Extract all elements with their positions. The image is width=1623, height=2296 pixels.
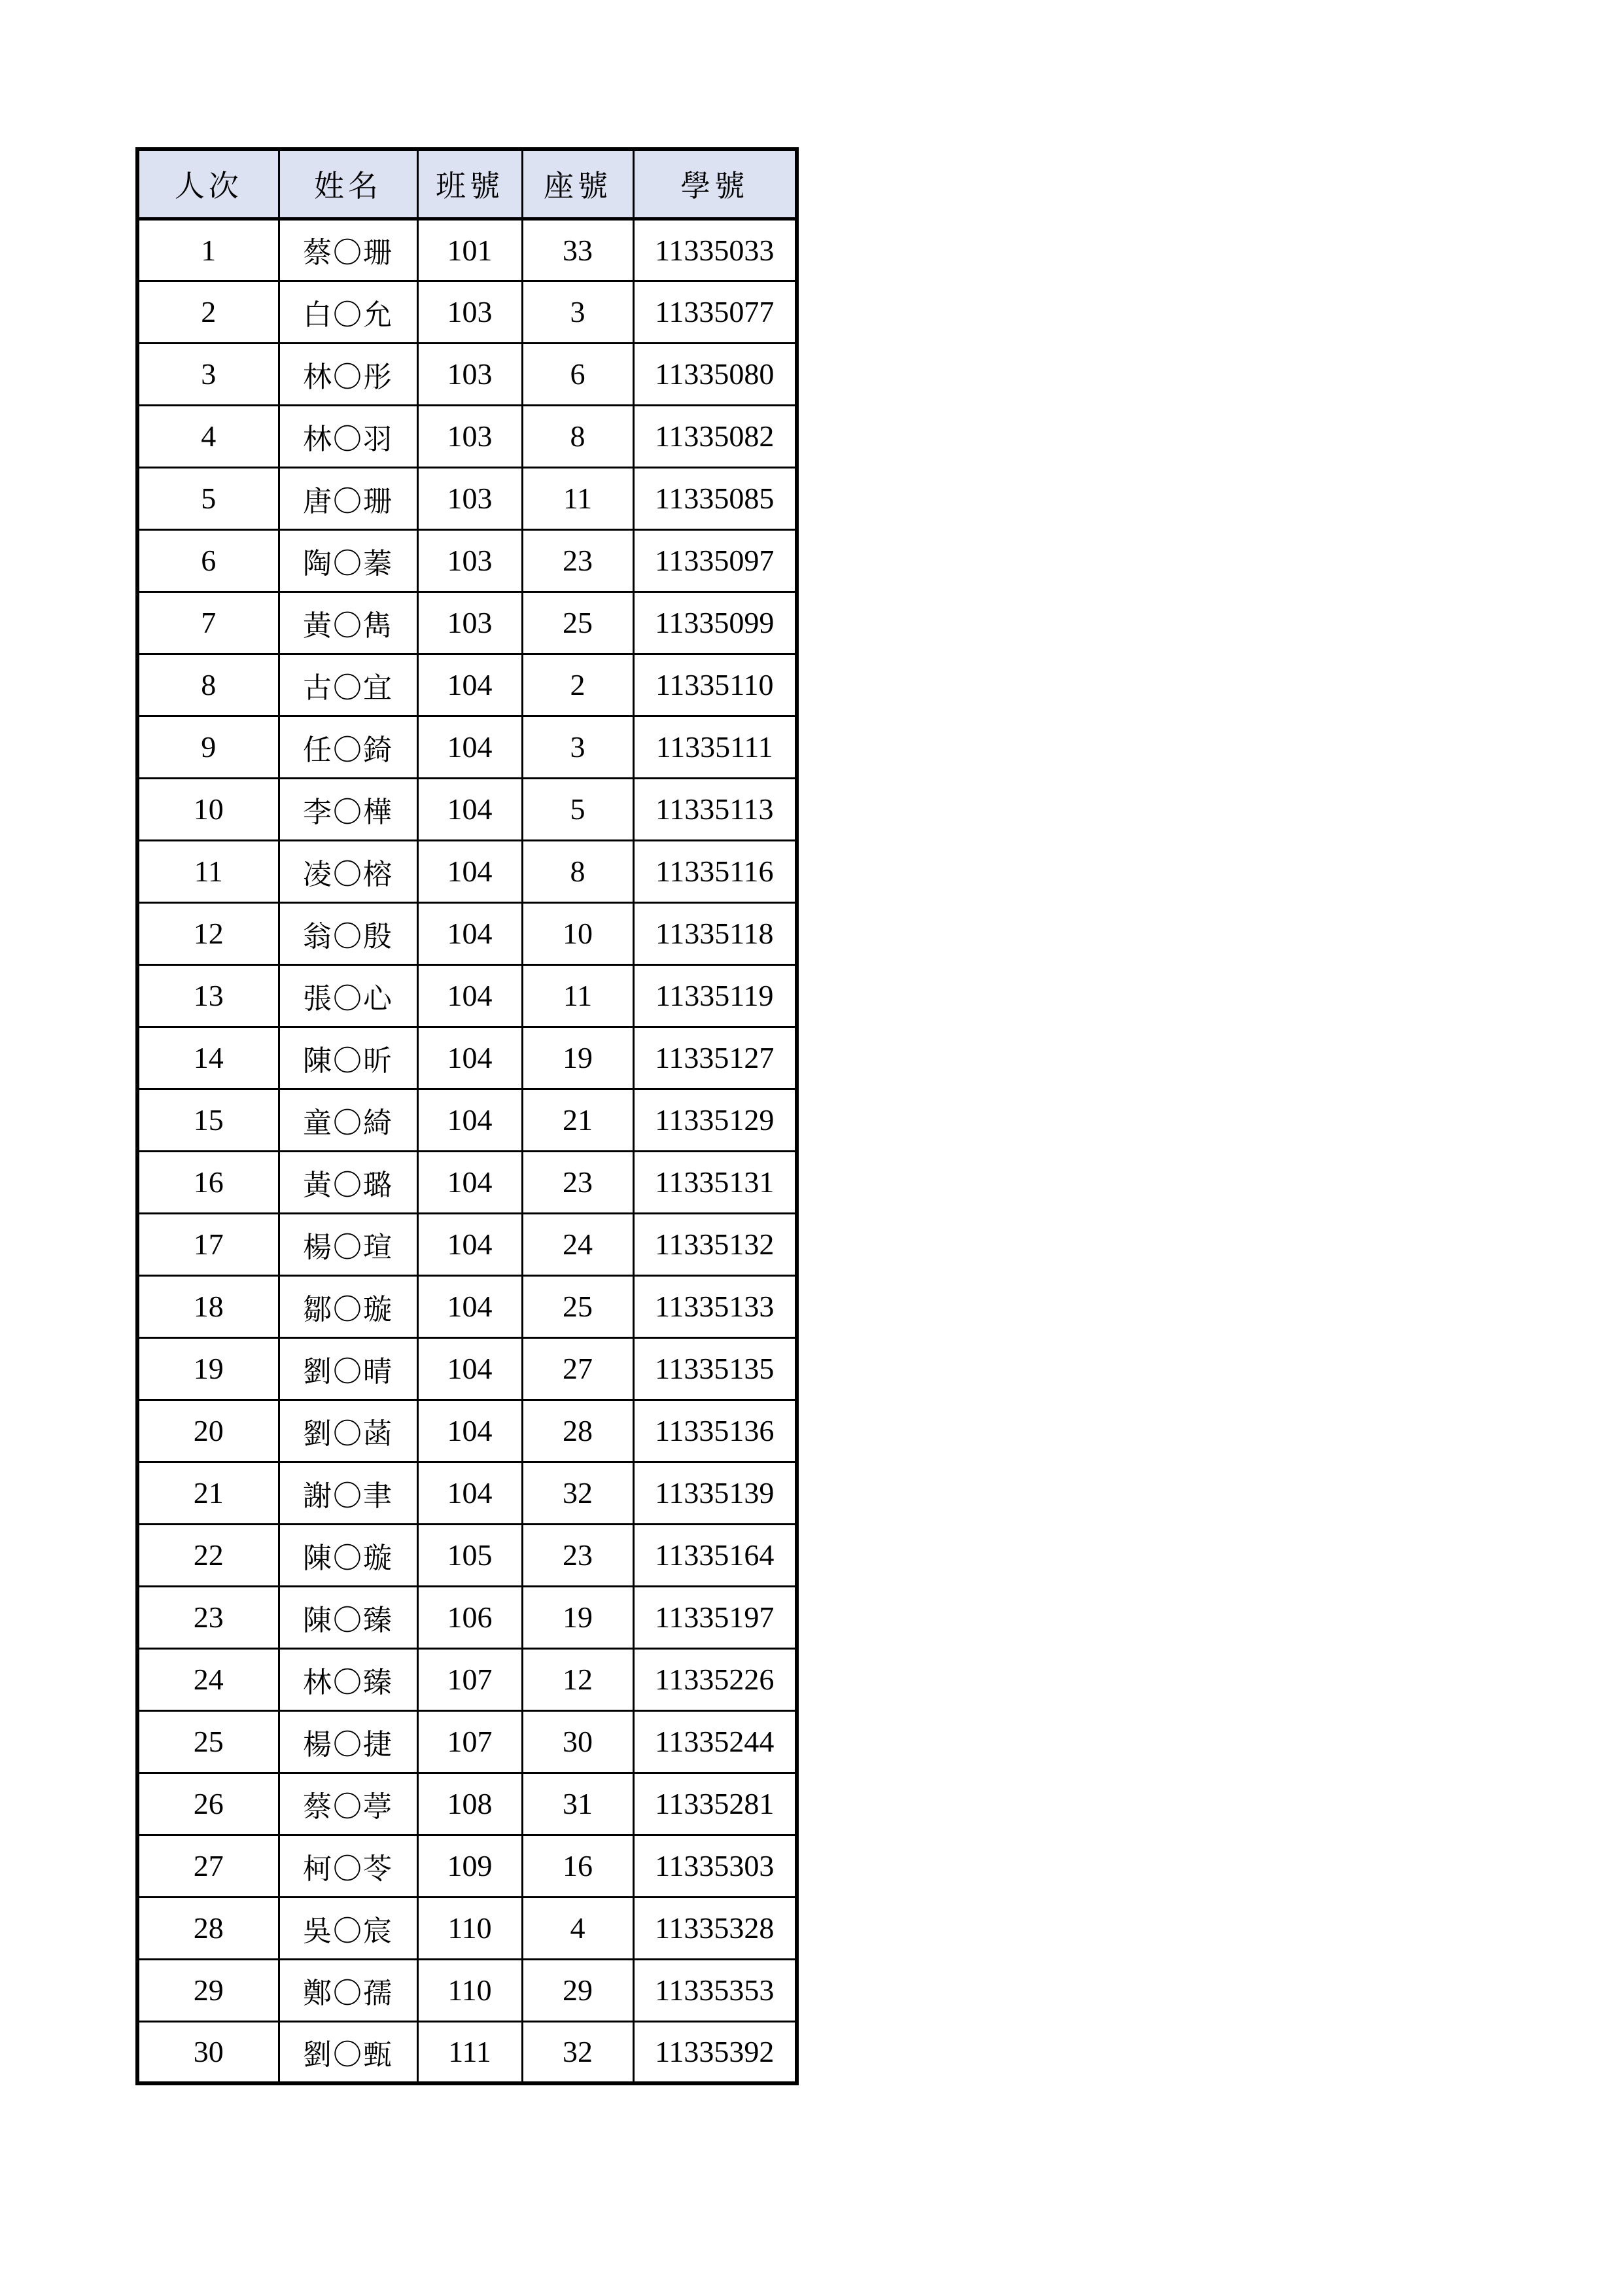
cell-rank: 7 — [137, 592, 279, 654]
cell-class: 109 — [417, 1835, 522, 1897]
cell-class: 104 — [417, 654, 522, 716]
cell-student-id: 11335328 — [633, 1897, 797, 1959]
roster-sheet — [135, 147, 799, 2085]
cell-name: 陳〇臻 — [279, 1586, 417, 1648]
cell-class: 108 — [417, 1773, 522, 1835]
cell-class: 110 — [417, 1897, 522, 1959]
cell-class: 104 — [417, 1337, 522, 1400]
table-row — [137, 1462, 797, 1524]
cell-rank: 30 — [137, 2021, 279, 2083]
cell-seat: 28 — [522, 1400, 633, 1462]
cell-student-id: 11335133 — [633, 1275, 797, 1337]
cell-name: 劉〇菡 — [279, 1400, 417, 1462]
cell-rank: 16 — [137, 1151, 279, 1213]
cell-rank: 1 — [137, 219, 279, 281]
cell-name: 張〇心 — [279, 964, 417, 1027]
cell-seat: 23 — [522, 1524, 633, 1586]
table-row — [137, 654, 797, 716]
cell-name: 童〇綺 — [279, 1089, 417, 1151]
cell-class: 103 — [417, 281, 522, 343]
table-row — [137, 1648, 797, 1710]
cell-class: 106 — [417, 1586, 522, 1648]
cell-seat: 2 — [522, 654, 633, 716]
cell-seat: 11 — [522, 964, 633, 1027]
table-header — [137, 149, 797, 219]
cell-class: 104 — [417, 1151, 522, 1213]
cell-rank: 26 — [137, 1773, 279, 1835]
cell-student-id: 11335136 — [633, 1400, 797, 1462]
table-row — [137, 1835, 797, 1897]
cell-seat: 11 — [522, 467, 633, 529]
cell-rank: 18 — [137, 1275, 279, 1337]
cell-seat: 30 — [522, 1710, 633, 1773]
cell-rank: 2 — [137, 281, 279, 343]
cell-seat: 23 — [522, 529, 633, 592]
cell-seat: 21 — [522, 1089, 633, 1151]
cell-name: 唐〇珊 — [279, 467, 417, 529]
cell-seat: 3 — [522, 716, 633, 778]
cell-name: 劉〇晴 — [279, 1337, 417, 1400]
table-row — [137, 1151, 797, 1213]
cell-student-id: 11335033 — [633, 219, 797, 281]
table-row — [137, 1959, 797, 2021]
cell-class: 103 — [417, 592, 522, 654]
cell-student-id: 11335131 — [633, 1151, 797, 1213]
cell-rank: 25 — [137, 1710, 279, 1773]
cell-student-id: 11335197 — [633, 1586, 797, 1648]
cell-rank: 14 — [137, 1027, 279, 1089]
cell-rank: 11 — [137, 840, 279, 902]
table-row — [137, 1275, 797, 1337]
cell-rank: 28 — [137, 1897, 279, 1959]
cell-student-id: 11335085 — [633, 467, 797, 529]
cell-name: 蔡〇葶 — [279, 1773, 417, 1835]
cell-class: 104 — [417, 1462, 522, 1524]
cell-student-id: 11335113 — [633, 778, 797, 840]
cell-class: 104 — [417, 1213, 522, 1275]
cell-seat: 3 — [522, 281, 633, 343]
cell-rank: 13 — [137, 964, 279, 1027]
cell-rank: 29 — [137, 1959, 279, 2021]
header-row — [137, 149, 797, 219]
cell-seat: 25 — [522, 1275, 633, 1337]
cell-class: 104 — [417, 1400, 522, 1462]
cell-name: 謝〇聿 — [279, 1462, 417, 1524]
cell-seat: 19 — [522, 1027, 633, 1089]
cell-class: 103 — [417, 405, 522, 467]
cell-student-id: 11335353 — [633, 1959, 797, 2021]
cell-student-id: 11335135 — [633, 1337, 797, 1400]
cell-name: 任〇錡 — [279, 716, 417, 778]
cell-student-id: 11335303 — [633, 1835, 797, 1897]
table-row — [137, 1337, 797, 1400]
cell-student-id: 11335226 — [633, 1648, 797, 1710]
cell-class: 103 — [417, 343, 522, 405]
cell-class: 104 — [417, 902, 522, 964]
cell-name: 古〇宜 — [279, 654, 417, 716]
cell-student-id: 11335392 — [633, 2021, 797, 2083]
table-row — [137, 467, 797, 529]
cell-rank: 3 — [137, 343, 279, 405]
cell-student-id: 11335099 — [633, 592, 797, 654]
cell-student-id: 11335119 — [633, 964, 797, 1027]
cell-rank: 4 — [137, 405, 279, 467]
table-row — [137, 1524, 797, 1586]
cell-seat: 6 — [522, 343, 633, 405]
cell-rank: 23 — [137, 1586, 279, 1648]
cell-class: 104 — [417, 1275, 522, 1337]
cell-class: 104 — [417, 778, 522, 840]
cell-rank: 15 — [137, 1089, 279, 1151]
cell-name: 楊〇捷 — [279, 1710, 417, 1773]
table-row — [137, 1089, 797, 1151]
cell-class: 107 — [417, 1710, 522, 1773]
table-row — [137, 964, 797, 1027]
cell-seat: 8 — [522, 840, 633, 902]
cell-student-id: 11335127 — [633, 1027, 797, 1089]
cell-seat: 31 — [522, 1773, 633, 1835]
cell-seat: 10 — [522, 902, 633, 964]
table-row — [137, 1586, 797, 1648]
table-row — [137, 1710, 797, 1773]
cell-seat: 19 — [522, 1586, 633, 1648]
cell-rank: 8 — [137, 654, 279, 716]
cell-rank: 12 — [137, 902, 279, 964]
cell-name: 陳〇璇 — [279, 1524, 417, 1586]
table-row — [137, 716, 797, 778]
header-seat: 座號 — [522, 149, 633, 219]
header-rank: 人次 — [137, 149, 279, 219]
cell-student-id: 11335111 — [633, 716, 797, 778]
header-class: 班號 — [417, 149, 522, 219]
cell-name: 吳〇宸 — [279, 1897, 417, 1959]
cell-seat: 12 — [522, 1648, 633, 1710]
table-row — [137, 778, 797, 840]
table-row — [137, 902, 797, 964]
cell-name: 凌〇榕 — [279, 840, 417, 902]
cell-rank: 20 — [137, 1400, 279, 1462]
cell-seat: 16 — [522, 1835, 633, 1897]
cell-seat: 27 — [522, 1337, 633, 1400]
cell-name: 林〇羽 — [279, 405, 417, 467]
table-row — [137, 1213, 797, 1275]
cell-class: 104 — [417, 716, 522, 778]
cell-rank: 9 — [137, 716, 279, 778]
cell-name: 陶〇蓁 — [279, 529, 417, 592]
cell-seat: 4 — [522, 1897, 633, 1959]
table-row — [137, 592, 797, 654]
cell-rank: 19 — [137, 1337, 279, 1400]
cell-rank: 5 — [137, 467, 279, 529]
header-name: 姓名 — [279, 149, 417, 219]
table-row — [137, 281, 797, 343]
cell-class: 110 — [417, 1959, 522, 2021]
cell-name: 白〇允 — [279, 281, 417, 343]
table-row — [137, 840, 797, 902]
cell-class: 111 — [417, 2021, 522, 2083]
cell-student-id: 11335164 — [633, 1524, 797, 1586]
cell-rank: 21 — [137, 1462, 279, 1524]
cell-student-id: 11335110 — [633, 654, 797, 716]
cell-rank: 27 — [137, 1835, 279, 1897]
table-row — [137, 405, 797, 467]
cell-student-id: 11335118 — [633, 902, 797, 964]
cell-seat: 25 — [522, 592, 633, 654]
cell-name: 劉〇甄 — [279, 2021, 417, 2083]
table-row — [137, 1897, 797, 1959]
cell-name: 翁〇殷 — [279, 902, 417, 964]
cell-name: 蔡〇珊 — [279, 219, 417, 281]
cell-class: 101 — [417, 219, 522, 281]
cell-seat: 32 — [522, 1462, 633, 1524]
cell-name: 林〇彤 — [279, 343, 417, 405]
cell-student-id: 11335082 — [633, 405, 797, 467]
table-row — [137, 219, 797, 281]
table-row — [137, 1400, 797, 1462]
cell-name: 柯〇苓 — [279, 1835, 417, 1897]
table-row — [137, 1027, 797, 1089]
cell-rank: 22 — [137, 1524, 279, 1586]
cell-seat: 23 — [522, 1151, 633, 1213]
cell-name: 陳〇昕 — [279, 1027, 417, 1089]
cell-seat: 32 — [522, 2021, 633, 2083]
table-row — [137, 529, 797, 592]
cell-student-id: 11335077 — [633, 281, 797, 343]
cell-student-id: 11335080 — [633, 343, 797, 405]
cell-seat: 5 — [522, 778, 633, 840]
cell-name: 林〇臻 — [279, 1648, 417, 1710]
cell-student-id: 11335097 — [633, 529, 797, 592]
table-row — [137, 2021, 797, 2083]
cell-seat: 29 — [522, 1959, 633, 2021]
cell-name: 鄒〇璇 — [279, 1275, 417, 1337]
cell-rank: 17 — [137, 1213, 279, 1275]
cell-rank: 24 — [137, 1648, 279, 1710]
cell-class: 107 — [417, 1648, 522, 1710]
cell-class: 103 — [417, 529, 522, 592]
cell-class: 105 — [417, 1524, 522, 1586]
header-student-id: 學號 — [633, 149, 797, 219]
cell-class: 103 — [417, 467, 522, 529]
cell-seat: 33 — [522, 219, 633, 281]
cell-name: 黃〇璐 — [279, 1151, 417, 1213]
cell-student-id: 11335132 — [633, 1213, 797, 1275]
cell-name: 鄭〇孺 — [279, 1959, 417, 2021]
cell-student-id: 11335281 — [633, 1773, 797, 1835]
cell-student-id: 11335116 — [633, 840, 797, 902]
cell-name: 李〇樺 — [279, 778, 417, 840]
cell-class: 104 — [417, 1089, 522, 1151]
student-roster-table — [135, 147, 799, 2085]
cell-class: 104 — [417, 840, 522, 902]
cell-rank: 10 — [137, 778, 279, 840]
cell-class: 104 — [417, 1027, 522, 1089]
cell-rank: 6 — [137, 529, 279, 592]
cell-name: 楊〇瑄 — [279, 1213, 417, 1275]
cell-name: 黃〇雋 — [279, 592, 417, 654]
cell-seat: 8 — [522, 405, 633, 467]
cell-student-id: 11335139 — [633, 1462, 797, 1524]
table-row — [137, 343, 797, 405]
cell-seat: 24 — [522, 1213, 633, 1275]
cell-student-id: 11335244 — [633, 1710, 797, 1773]
cell-student-id: 11335129 — [633, 1089, 797, 1151]
cell-class: 104 — [417, 964, 522, 1027]
table-body — [137, 219, 797, 2083]
table-row — [137, 1773, 797, 1835]
